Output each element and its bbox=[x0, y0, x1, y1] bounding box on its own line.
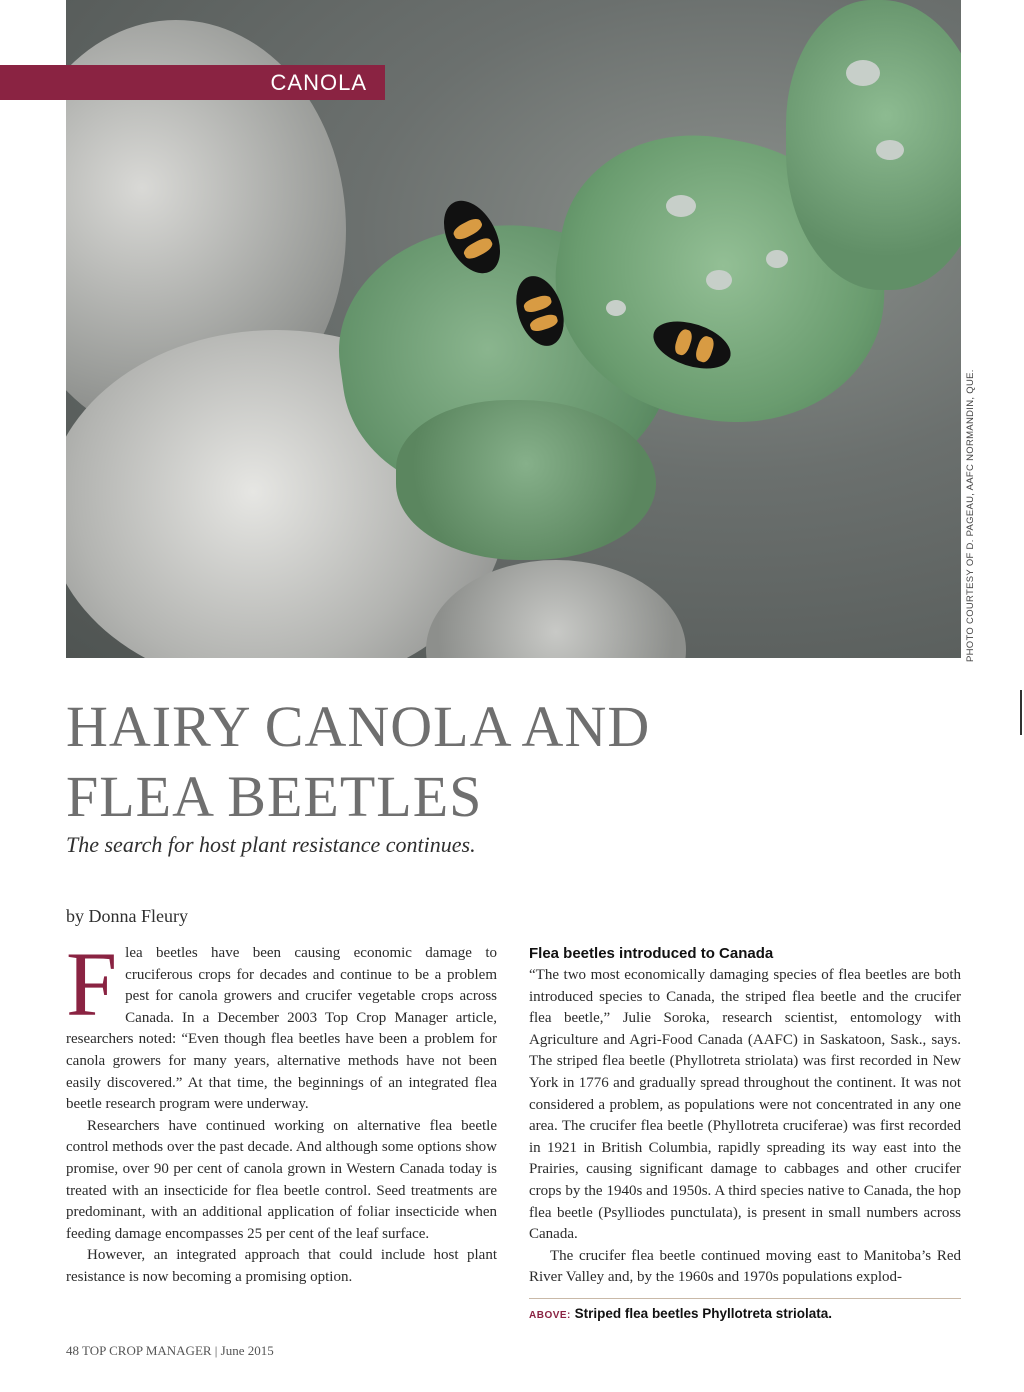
byline: by Donna Fleury bbox=[66, 906, 188, 926]
section-label: CANOLA bbox=[270, 69, 367, 95]
photo-caption bbox=[529, 1306, 832, 1321]
photo-credit-text: PHOTO COURTESY OF D. PAGEAU, AAFC NORMANDIN, QUE. bbox=[965, 369, 976, 662]
article-subtitle: The search for host plant resistance continues. bbox=[66, 832, 476, 857]
article-column-left bbox=[66, 933, 497, 1289]
caption-divider bbox=[529, 1298, 961, 1299]
section-heading: Flea beetles introduced to Canada bbox=[529, 945, 774, 962]
caption-text: Striped flea beetles Phyllotreta striolata. bbox=[574, 1306, 833, 1321]
paragraph bbox=[66, 933, 497, 1116]
section-label-bar bbox=[0, 65, 385, 100]
leaf-hole bbox=[766, 250, 788, 268]
photo-credit bbox=[962, 369, 984, 662]
page-edge-mark bbox=[1020, 690, 1022, 735]
paragraph: However, an integrated approach that could include host plant resistance is now becoming a promising option. bbox=[66, 1247, 497, 1285]
paragraph: The crucifer flea beetle continued moving east to Manitoba’s Red River Valley and, by the 1960s and 1970s populations explod- bbox=[529, 1247, 961, 1286]
canola-leaf bbox=[786, 0, 961, 290]
paragraph-text: lea beetles have been causing economic damage to cruciferous crops for decades and continue to be a problem pest for canola growers and crucifer vegetable crops across Canada. In a December 2003 Top Crop Manager article, researchers noted: “Even though flea beetles have been a problem for canola growers for many years, alternative methods have not been easily discovered.” At that time, the beginnings of an integrated flea beetle research program were underway. bbox=[66, 945, 497, 1113]
article-column-right bbox=[529, 944, 961, 1289]
paragraph: Researchers have continued working on alternative flea beetle control methods over the past decade. And although some options show promise, over 90 per cent of canola grown in Western Canada today is treated with an insecticide for flea beetle control. Seed treatments are predominant, with an additional application of foliar insecticide when feeding damage encompasses 25 per cent of the leaf surface. bbox=[66, 1117, 497, 1242]
article-title: HAIRY CANOLA AND FLEA BEETLES bbox=[66, 694, 651, 829]
leaf-hole bbox=[876, 140, 904, 160]
page-footer: 48 TOP CROP MANAGER | June 2015 bbox=[66, 1343, 274, 1358]
leaf-hole bbox=[846, 60, 880, 86]
paragraph: “The two most economically damaging species of flea beetles are both introduced species to Canada, the striped flea beetle and the crucifer flea beetle,” Julie Soroka, research scientist, entomology with Agriculture and Agri-Food Canada (AAFC) in Saskatoon, Sask., says. The striped flea beetle (Phyllotreta striolata) was first recorded in New York in 1776 and gradually spread throughout the continent. It was not considered a problem, as populations were not concentrated in any one area. The crucifer flea beetle (Phyllotreta cruciferae) was first recorded in 1921 in British Columbia, rapidly spreading its way east into the Prairies, causing significant damage to cabbages and other crucifer crops by the 1940s and 1950s. A third species native to Canada, the hop flea beetle (Psylliodes punctulata), is present in small numbers across Canada. bbox=[529, 967, 961, 1243]
caption-label: ABOVE: bbox=[529, 1310, 571, 1321]
leaf-hole bbox=[606, 300, 626, 316]
leaf-hole bbox=[666, 195, 696, 217]
drop-cap: F bbox=[66, 933, 118, 1035]
leaf-hole bbox=[706, 270, 732, 290]
